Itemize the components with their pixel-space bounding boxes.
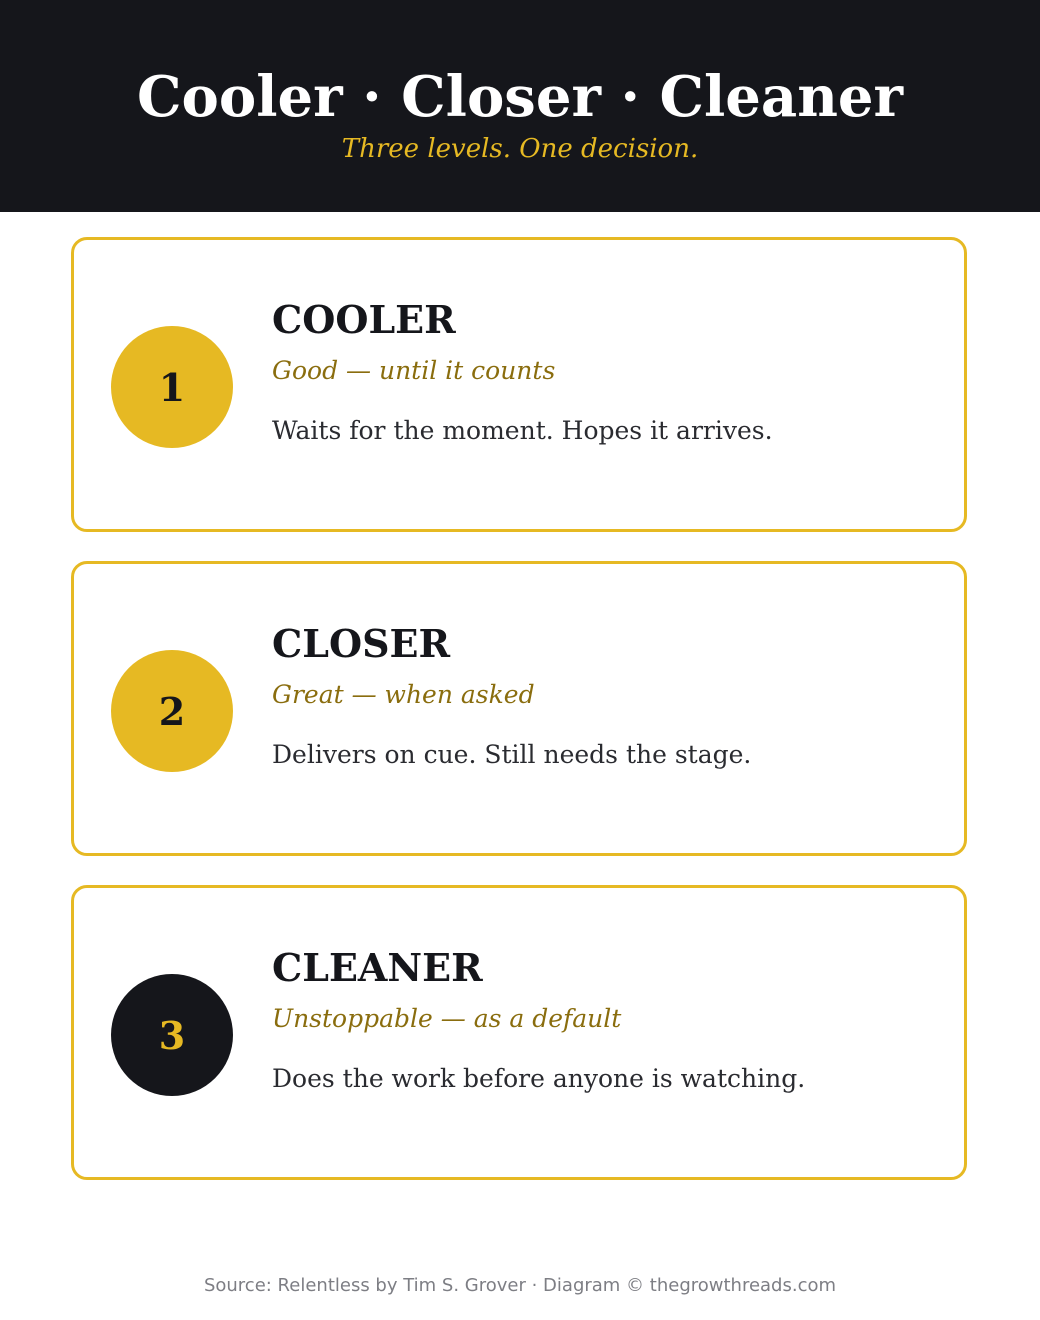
header-banner [0, 0, 1040, 212]
level-name: CLEANER [272, 945, 483, 990]
level-badge [111, 650, 233, 772]
level-card-cooler [71, 237, 967, 532]
level-badge [111, 974, 233, 1096]
level-number: 2 [158, 688, 186, 734]
source-footer: Source: Relentless by Tim S. Grover · Diagram © thegrowthreads.com [203, 1275, 837, 1296]
level-name: COOLER [272, 297, 456, 342]
level-tagline: Great — when asked [272, 680, 535, 709]
level-card-cleaner [71, 885, 967, 1180]
level-description: Waits for the moment. Hopes it arrives. [272, 416, 773, 445]
level-number: 1 [158, 364, 186, 410]
level-description: Does the work before anyone is watching. [272, 1064, 806, 1093]
page-subtitle: Three levels. One decision. [341, 134, 699, 164]
level-tagline: Good — until it counts [272, 356, 556, 385]
level-card-closer [71, 561, 967, 856]
level-tagline: Unstoppable — as a default [272, 1004, 622, 1033]
page-title: Cooler · Closer · Cleaner [136, 64, 904, 130]
level-name: CLOSER [272, 621, 451, 666]
level-description: Delivers on cue. Still needs the stage. [272, 740, 752, 769]
level-number: 3 [158, 1012, 186, 1058]
level-badge [111, 326, 233, 448]
